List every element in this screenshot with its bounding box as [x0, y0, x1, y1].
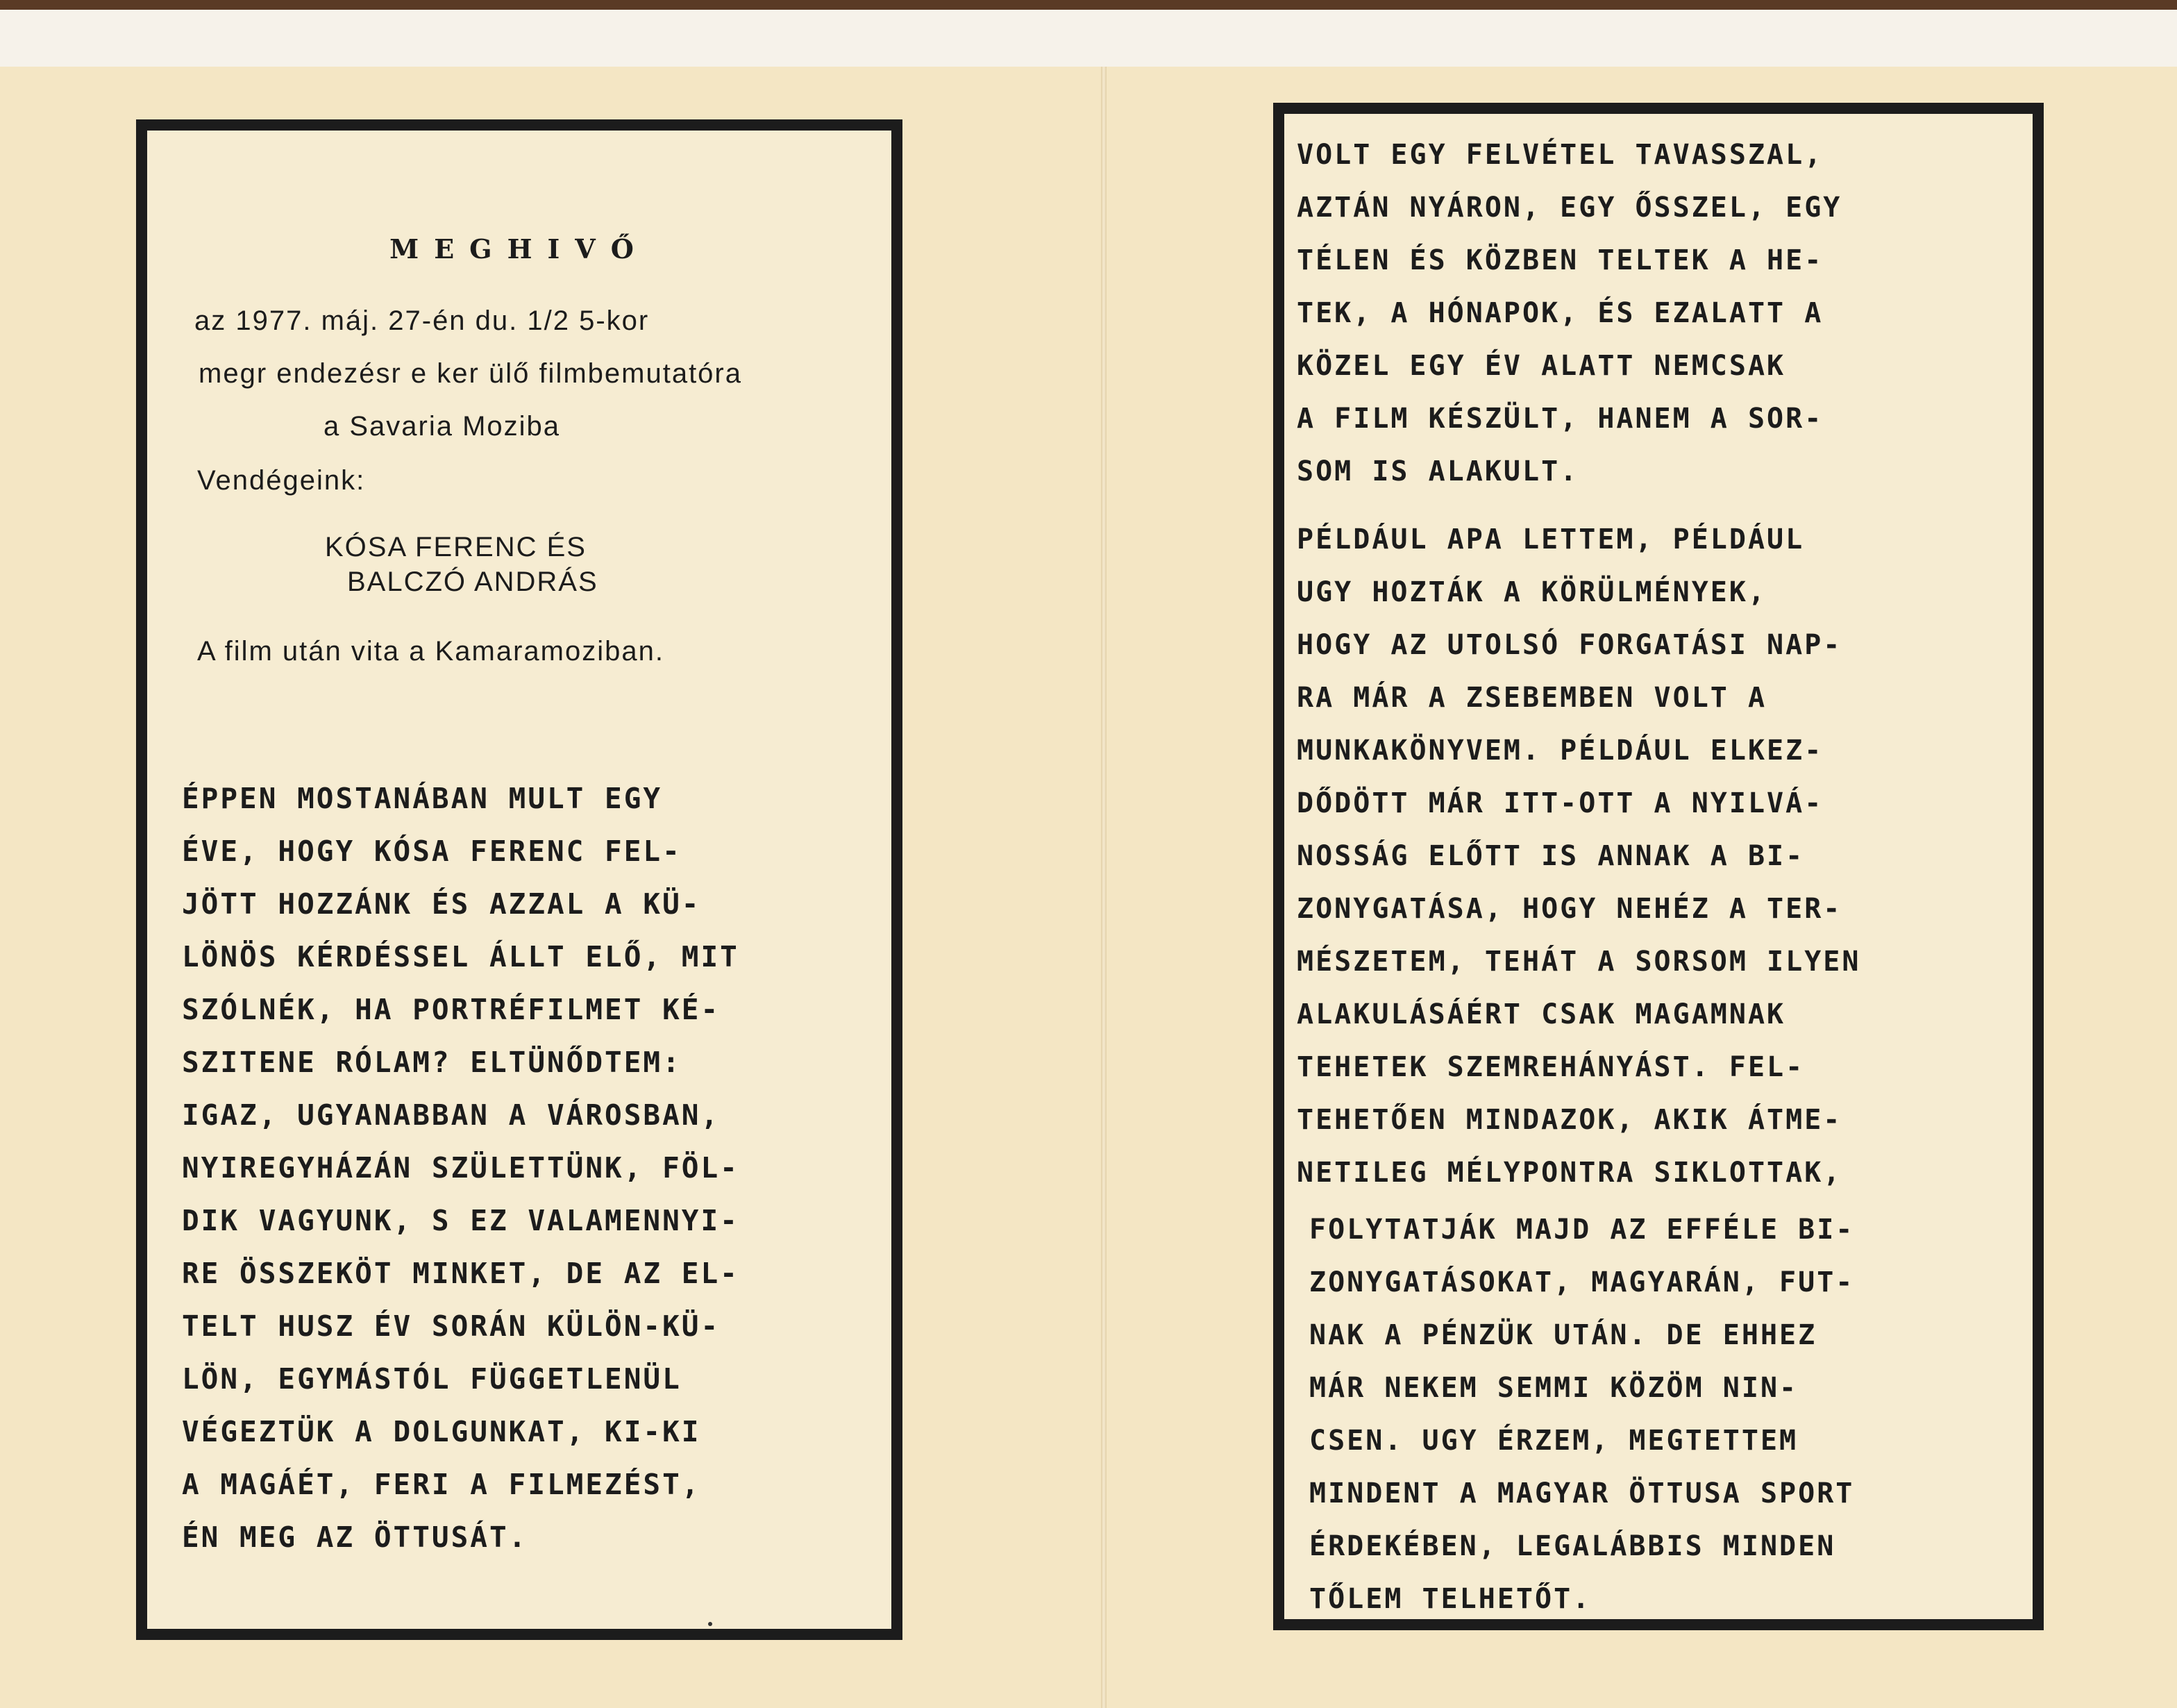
left-text-line: JÖTT HOZZÁNK ÉS AZZAL A KÜ-: [182, 887, 701, 921]
left-text-line: LÖNÖS KÉRDÉSSEL ÁLLT ELŐ, MIT: [182, 940, 739, 973]
right-text-line: MÉSZETEM, TEHÁT A SORSOM ILYEN: [1297, 946, 1861, 978]
right-text-line: A FILM KÉSZÜLT, HANEM A SOR-: [1297, 403, 1824, 435]
left-text-line: IGAZ, UGYANABBAN A VÁROSBAN,: [182, 1098, 721, 1132]
right-text-line: TŐLEM TELHETŐT.: [1309, 1583, 1592, 1615]
right-text-line: NAK A PÉNZÜK UTÁN. DE EHHEZ: [1309, 1319, 1817, 1351]
right-text-line: ZONYGATÁSOKAT, MAGYARÁN, FUT-: [1309, 1266, 1855, 1298]
right-text-line: HOGY AZ UTOLSÓ FORGATÁSI NAP-: [1297, 629, 1842, 661]
ink-speck: [708, 1622, 712, 1626]
right-text-line: VOLT EGY FELVÉTEL TAVASSZAL,: [1297, 139, 1824, 171]
right-text-line: ZONYGATÁSA, HOGY NEHÉZ A TER-: [1297, 893, 1842, 925]
invitation-guest-1: KÓSA FERENC ÉS: [325, 532, 587, 562]
invitation-date-line: az 1977. máj. 27-én du. 1/2 5-kor: [194, 305, 650, 336]
right-text-line: FOLYTATJÁK MAJD AZ EFFÉLE BI-: [1309, 1214, 1855, 1246]
right-text-line: NETILEG MÉLYPONTRA SIKLOTTAK,: [1297, 1157, 1842, 1189]
right-text-line: RA MÁR A ZSEBEMBEN VOLT A: [1297, 682, 1767, 714]
right-text-line: PÉLDÁUL APA LETTEM, PÉLDÁUL: [1297, 524, 1805, 555]
left-text-line: DIK VAGYUNK, S EZ VALAMENNYI-: [182, 1204, 739, 1237]
left-text-line: TELT HUSZ ÉV SORÁN KÜLÖN-KÜ-: [182, 1309, 721, 1343]
left-text-line: A MAGÁÉT, FERI A FILMEZÉST,: [182, 1468, 701, 1501]
right-text-line: AZTÁN NYÁRON, EGY ŐSSZEL, EGY: [1297, 192, 1842, 224]
invitation-guest-2: BALCZÓ ANDRÁS: [347, 567, 598, 597]
right-text-line: CSEN. UGY ÉRZEM, MEGTETTEM: [1309, 1425, 1799, 1457]
invitation-event-line: megr endezésr e ker ülő filmbemutatóra: [199, 358, 742, 389]
right-text-line: ALAKULÁSÁÉRT CSAK MAGAMNAK: [1297, 998, 1786, 1030]
left-text-line: RE ÖSSZEKÖT MINKET, DE AZ EL-: [182, 1257, 739, 1290]
right-text-line: TEHETEK SZEMREHÁNYÁST. FEL-: [1297, 1051, 1805, 1083]
left-text-line: VÉGEZTÜK A DOLGUNKAT, KI-KI: [182, 1415, 701, 1448]
right-text-line: TEHETŐEN MINDAZOK, AKIK ÁTME-: [1297, 1104, 1842, 1136]
left-text-line: ÉPPEN MOSTANÁBAN MULT EGY: [182, 782, 663, 815]
left-text-line: LÖN, EGYMÁSTÓL FÜGGETLENÜL: [182, 1362, 682, 1396]
right-text-line: MINDENT A MAGYAR ÖTTUSA SPORT: [1309, 1477, 1855, 1509]
left-text-line: NYIREGYHÁZÁN SZÜLETTÜNK, FÖL-: [182, 1151, 739, 1184]
scan-top-edge: [0, 0, 2177, 10]
page-fold: [1101, 67, 1107, 1708]
right-text-line: TEK, A HÓNAPOK, ÉS EZALATT A: [1297, 297, 1824, 329]
right-text-line: DŐDÖTT MÁR ITT-OTT A NYILVÁ-: [1297, 787, 1824, 819]
right-text-line: ÉRDEKÉBEN, LEGALÁBBIS MINDEN: [1309, 1530, 1836, 1562]
right-text-line: TÉLEN ÉS KÖZBEN TELTEK A HE-: [1297, 244, 1824, 276]
statement-panel: [1273, 103, 2044, 1630]
left-text-line: ÉN MEG AZ ÖTTUSÁT.: [182, 1521, 528, 1554]
scan-background: [0, 10, 2177, 72]
invitation-venue-line: a Savaria Moziba: [323, 411, 561, 442]
invitation-title: MEGHIVŐ: [389, 233, 649, 265]
right-text-line: UGY HOZTÁK A KÖRÜLMÉNYEK,: [1297, 576, 1767, 608]
right-text-line: SOM IS ALAKULT.: [1297, 455, 1579, 487]
invitation-panel: [136, 119, 902, 1640]
right-text-line: MÁR NEKEM SEMMI KÖZÖM NIN-: [1309, 1372, 1799, 1404]
right-text-line: MUNKAKÖNYVEM. PÉLDÁUL ELKEZ-: [1297, 735, 1824, 767]
invitation-discussion-line: A film után vita a Kamaramoziban.: [197, 636, 664, 667]
right-text-line: KÖZEL EGY ÉV ALATT NEMCSAK: [1297, 350, 1786, 382]
left-text-line: SZÓLNÉK, HA PORTRÉFILMET KÉ-: [182, 993, 721, 1026]
left-text-line: SZITENE RÓLAM? ELTÜNŐDTEM:: [182, 1046, 682, 1079]
invitation-guests-label: Vendégeink:: [197, 465, 366, 496]
right-text-line: NOSSÁG ELŐTT IS ANNAK A BI-: [1297, 840, 1805, 872]
left-text-line: ÉVE, HOGY KÓSA FERENC FEL-: [182, 835, 682, 868]
